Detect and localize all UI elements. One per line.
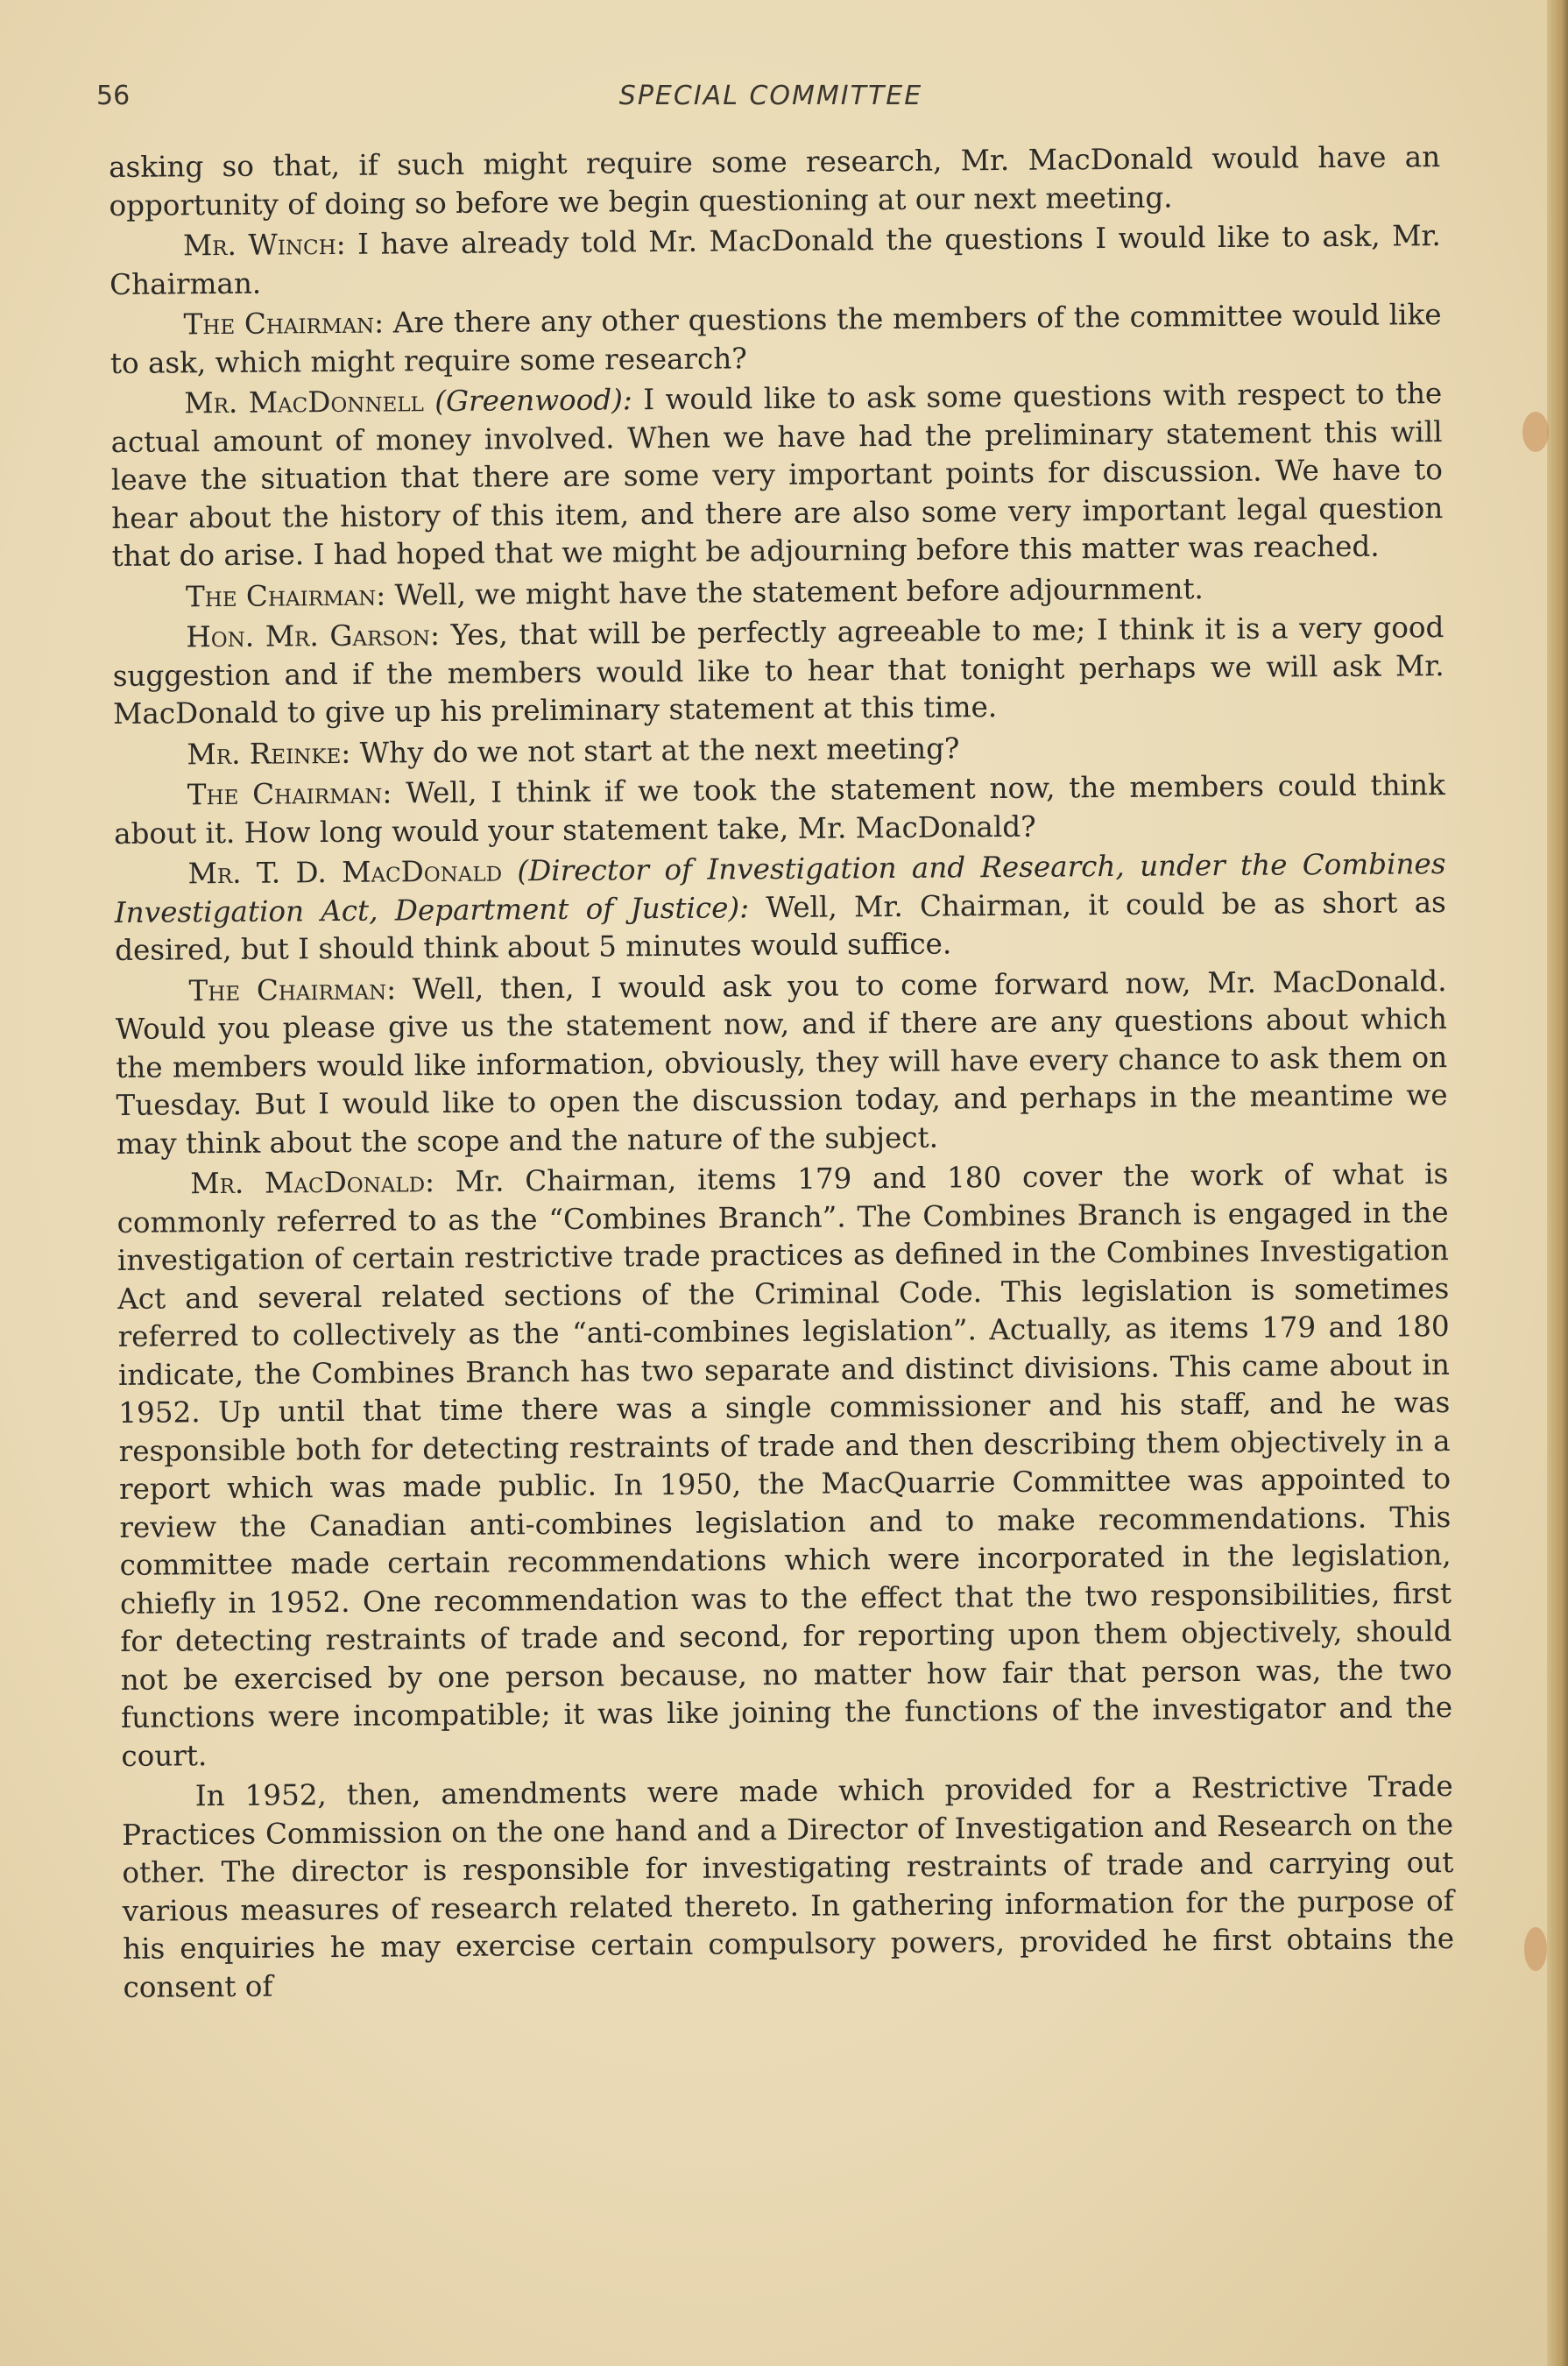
speaker-name: Mr. T. D. MacDonald <box>187 854 503 891</box>
speaker-name: Mr. Reinke: <box>187 736 351 771</box>
paragraph-text: Well, Mr. Chairman, it could be as short as desired, but I should think about 5 minutes would suffice. <box>115 885 1446 967</box>
paragraph-text: Mr. Chairman, items 179 and 180 cover the work of what is commonly referred to as the “Combines Branch”. The Combines Branch is engaged in the investigation of certain restrictive trade practices as defined in the Combines Investigation Act and several related sections of the Criminal Code. This legislation is sometimes referred to collectively as the “anti-combines legislation”. Actually, as items 179 and 180 indicate, the Combines Branch has two separate and distinct divisions. This came about in 1952. Up until that time there was a single commissioner and his staff, and he was responsible both for detecting restraints of trade and then describing them objectively in a report which was made public. In 1950, the MacQuarrie Committee was appointed to review the Canadian anti-combines legislation and to make recommendations. This committee made certain recommendations which were incorporated in the legislation, chiefly in 1952. One recommendation was to the effect that the two responsibilities, first for detecting restraints of trade and second, for reporting upon them objectively, should not be exercised by one person because, no matter how fair that person was, the two functions were incompatible; it was like joining the functions of the investigator and the court. <box>117 1157 1453 1773</box>
paragraph <box>112 609 1444 733</box>
paragraph-text: Yes, that will be perfectly agreeable to me; I think it is a very good suggestion and if the members would like to hear that tonight perhaps we will ask Mr. MacDonald to give up his preliminary statement at this time. <box>112 611 1444 731</box>
speaker-name: The Chairman: <box>185 578 386 613</box>
speaker-name: Mr. MacDonnell <box>184 385 425 420</box>
paragraph <box>109 138 1441 225</box>
paragraph <box>113 726 1444 774</box>
speaker-name: Hon. Mr. Garson: <box>186 618 441 654</box>
paragraph <box>117 1155 1452 1776</box>
paragraph-text: Well, then, I would ask you to come forward now, Mr. MacDonald. Would you please give us the statement now, and if there are any questions about which the members would like information, obviously, they will have every chance to ask them on Tuesday. But I would like to open the discussion today, and perhaps in the meantime we may think about the scope and the nature of the subject. <box>115 964 1448 1161</box>
paragraph <box>114 766 1446 853</box>
paragraph <box>109 296 1442 383</box>
paragraph-text: asking so that, if such might require some research, Mr. MacDonald would have an opportunity of doing so before we begin questioning at our next meeting. <box>109 140 1441 222</box>
stain-mark <box>1522 412 1549 452</box>
paragraph <box>114 845 1446 970</box>
paragraph-text: I have already told Mr. MacDonald the questions I would like to ask, Mr. Chairman. <box>109 219 1441 301</box>
paragraph <box>122 1768 1455 2007</box>
body-text <box>109 138 1455 2009</box>
speaker-name: The Chairman: <box>187 776 392 812</box>
paragraph <box>115 963 1448 1163</box>
paragraph-text: Are there any other questions the members of the committee would like to ask, which might require some research? <box>109 298 1442 380</box>
paragraph <box>110 375 1444 576</box>
speaker-affiliation: (Director of Investigation and Research, under the Combines Investigation Act, Department of Justice): <box>114 847 1446 929</box>
speaker-name: Mr. Winch: <box>182 227 346 263</box>
stain-mark <box>1524 1927 1547 1971</box>
page-header <box>96 81 1445 124</box>
speaker-name: Mr. MacDonald: <box>190 1165 435 1201</box>
paragraph <box>112 569 1444 617</box>
paragraph-text: Well, I think if we took the statement now, the members could think about it. How long would your statement take, Mr. MacDonald? <box>113 768 1445 851</box>
page-edge <box>1547 0 1568 2366</box>
running-title: SPECIAL COMMITTEE <box>618 81 923 111</box>
paragraph-text: In 1952, then, amendments were made which provided for a Restrictive Trade Practices Commission on the one hand and a Director of Investigation and Research on the other. The director is responsible for investigating restraints of trade and carrying out various measures of research related thereto. In gathering information for the purpose of his enquiries he may exercise certain compulsory powers, provided he first obtains the consent of <box>121 1769 1455 2004</box>
speaker-affiliation: (Greenwood): <box>434 383 632 419</box>
paragraph <box>109 217 1442 304</box>
speaker-name: The Chairman: <box>188 971 397 1007</box>
paragraph-text: I would like to ask some questions with respect to the actual amount of money involved. When we have had the preliminary statement this will leave the situation that there are some very important points for discussion. We have to hear about the history of this item, and there are also some very important legal question that do arise. I had hoped that we might be adjourning before this matter was reached. <box>110 377 1444 573</box>
paragraph-text: Why do we not start at the next meeting? <box>359 731 960 770</box>
paragraph-text: Well, we might have the statement before adjournment. <box>394 571 1204 611</box>
page-number: 56 <box>96 81 131 111</box>
speaker-name: The Chairman: <box>183 306 385 342</box>
